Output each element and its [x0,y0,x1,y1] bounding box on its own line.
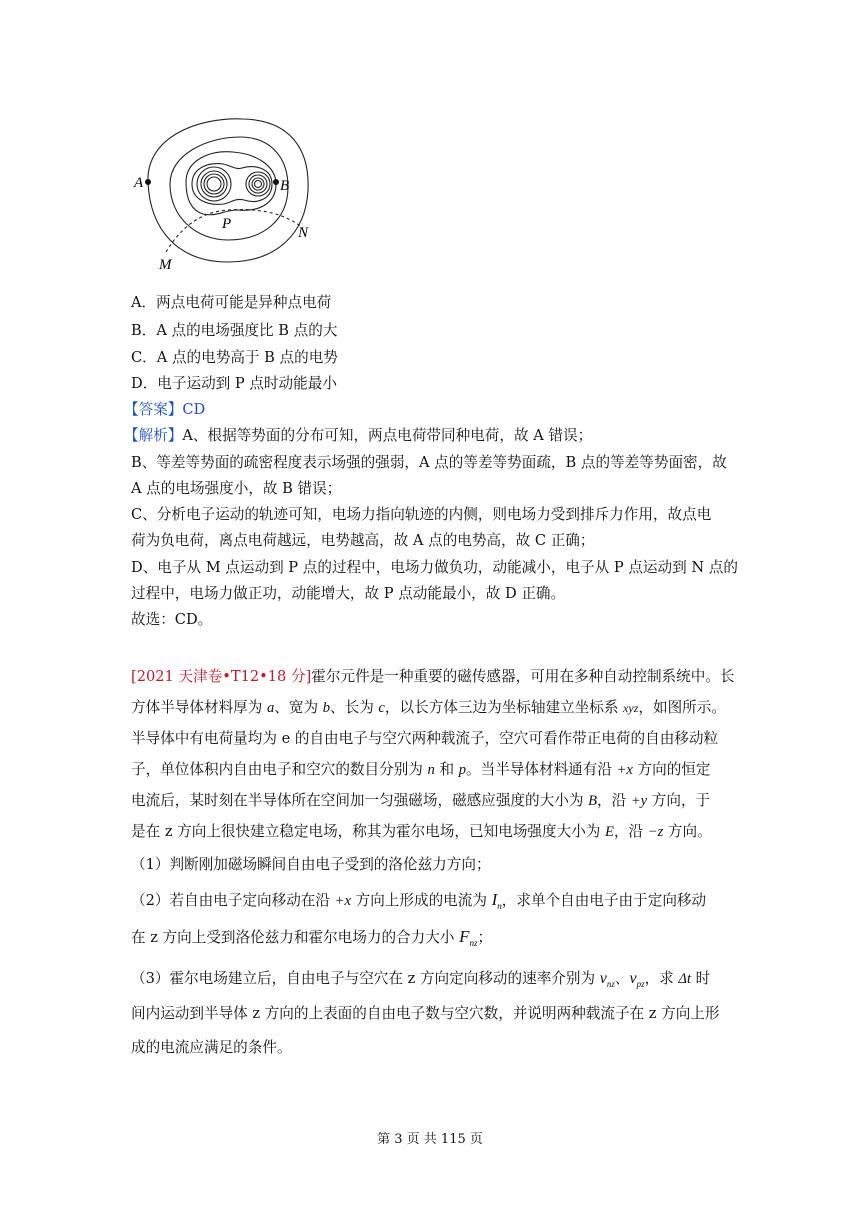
charge-left-ring-4 [207,177,221,191]
equipotential-diagram [128,112,338,272]
analysis-line-5: 荷为负电荷，离点电荷越远，电势越高，故 A 点的电势高，故 C 正确； [131,532,595,549]
question-line-1: [2021 天津卷•T12•18 分]霍尔元件是一种重要的磁传感器，可用在多种自动控制系统中。长 [131,668,735,685]
subquestion-3-line-3: 成的电流应满足的条件。 [131,1039,292,1056]
charge-right-ring-3 [252,178,264,190]
point-A [145,179,151,185]
question-line-5: 电流后，某时刻在半导体所在空间加一匀强磁场，磁感应强度的大小为 B，沿 +y 方向，于 [131,792,711,809]
analysis-line-1 [124,424,592,445]
point-B [273,179,279,185]
subquestion-3-line-2: 间内运动到半导体 z 方向的上表面的自由电子数与空穴数，并说明两种载流子在 z 方向上形 [131,1005,720,1022]
option-d: D．电子运动到 P 点时动能最小 [131,375,337,392]
analysis-line-4: C、分析电子运动的轨迹可知，电场力指向轨迹的内侧，则电场力受到排斥力作用，故点电 [131,506,712,523]
analysis-text-1: A、根据等势面的分布可知，两点电荷带同种电荷，故 A 错误； [182,427,593,444]
charge-right-ring-1 [246,172,270,196]
analysis-line-3: A 点的电场强度小，故 B 错误； [131,480,342,497]
answer-value: CD [182,401,206,418]
option-c: C．A 点的电势高于 B 点的电势 [131,349,338,366]
analysis-line-2: B、等差等势面的疏密程度表示场强的强弱，A 点的等差等势面疏，B 点的等差等势面密，故 [131,454,727,471]
label-B: B [280,178,290,194]
analysis-line-8: 故选：CD。 [131,611,213,628]
subquestion-3-line-1: （3）霍尔电场建立后，自由电子与空穴在 z 方向定向移动的速率介别为 $v_{nz}$、$v_{pz}$，求 Δt 时 [131,970,711,989]
option-a: A．两点电荷可能是异种点电荷 [131,294,332,311]
analysis-label: 【解析】 [124,427,183,444]
question-line-2: 方体半导体材料厚为 a、宽为 b、长为 c，以长方体三边为坐标轴建立坐标系 xyz，如图所示。 [131,699,726,716]
answer-label: 【答案】 [124,401,183,418]
analysis-line-6: D、电子从 M 点运动到 P 点的过程中，电场力做负功，动能减小，电子从 P 点运动到 N 点的 [131,559,738,576]
electron-trajectory [166,210,303,252]
analysis-line-7: 过程中，电场力做正功，动能增大，故 P 点动能最小，故 D 正确。 [131,585,566,602]
page-footer: 第 3 页 共 115 页 [377,1132,483,1147]
label-M: M [159,257,172,272]
question-line-6: 是在 z 方向上很快建立稳定电场，称其为霍尔电场，已知电场强度大小为 E，沿 −z 方向。 [131,823,712,840]
subquestion-2-line-2: 在 z 方向上受到洛伦兹力和霍尔电场力的合力大小 $F_{nz}$； [131,927,493,948]
equipotential-figure [128,112,338,272]
question-source-tag: [2021 天津卷•T12•18 分] [131,668,312,685]
subquestion-1: （1）判断刚加磁场瞬间自由电子受到的洛伦兹力方向； [131,856,491,873]
subquestion-2-line-1: （2）若自由电子定向移动在沿 +x 方向上形成的电流为 $I_n$，求单个自由电子由于定向移动 [131,890,707,911]
label-A: A [134,175,144,191]
label-N: N [298,225,309,241]
question-line-3: 半导体中有电荷量均为 e 的自由电子与空穴两种载流子，空穴可看作带正电荷的自由移动粒 [131,730,719,747]
question-line-4: 子，单位体积内自由电子和空穴的数目分别为 n 和 p。当半导体材料通有沿 +x 方向的恒定 [131,761,711,778]
option-b: B．A 点的电场强度比 B 点的大 [131,322,338,339]
charge-left-ring-1 [197,167,231,201]
label-P: P [222,216,232,232]
answer-line [124,398,205,419]
charge-left-ring-2 [201,171,227,197]
charge-right-ring-4 [255,181,262,188]
